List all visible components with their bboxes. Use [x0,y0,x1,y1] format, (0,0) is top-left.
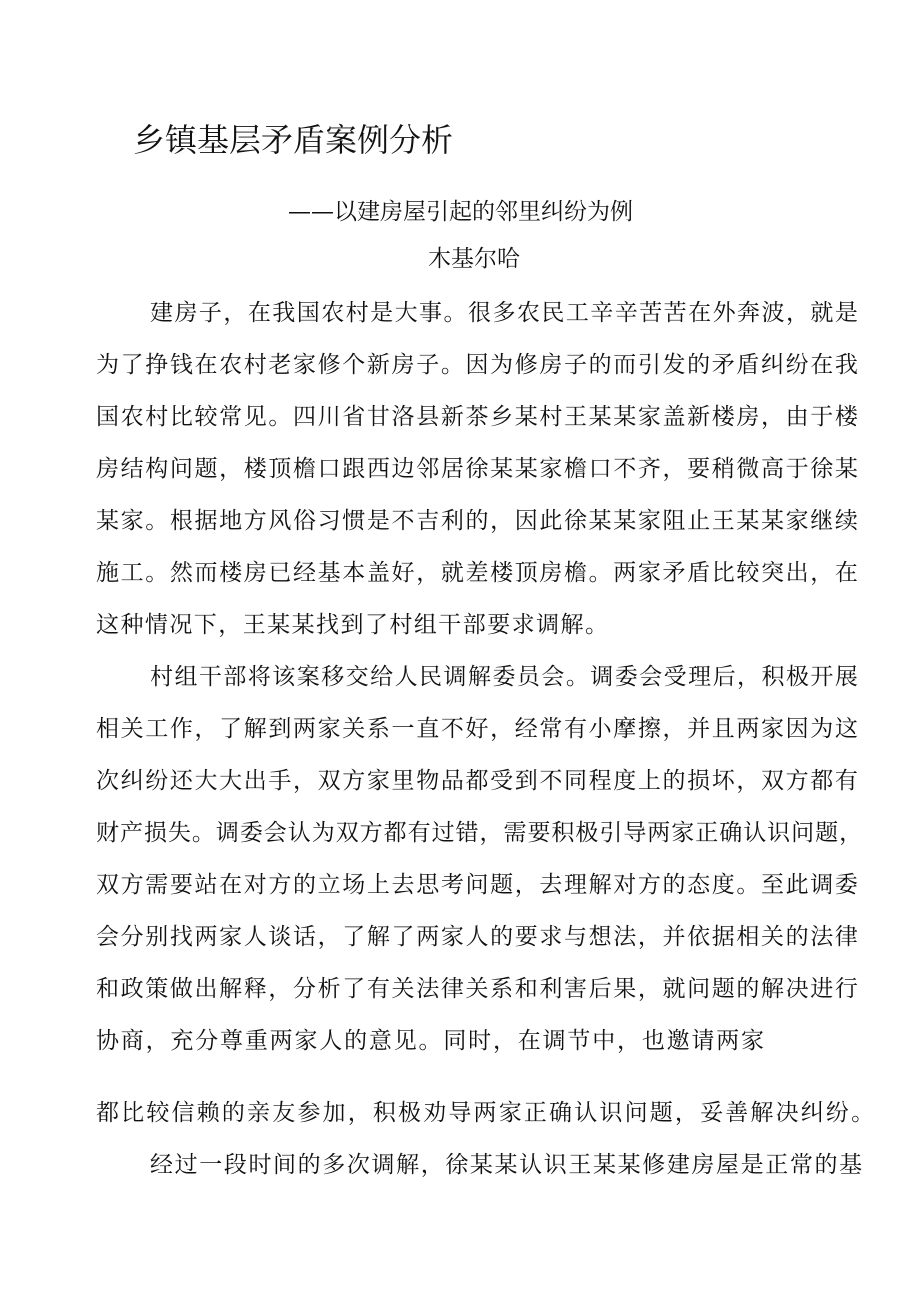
paragraph-2-line-2: 相关工作，了解到两家关系一直不好，经常有小摩擦，并且两家因为这 [96,716,860,742]
paragraph-2-line-6: 会分别找两家人谈话，了解了两家人的要求与想法，并依据相关的法律 [96,924,860,950]
paragraph-1-line-2: 为了挣钱在农村老家修个新房子。因为修房子的而引发的矛盾纠纷在我 [96,352,860,378]
paragraph-2-line-7: 和政策做出解释，分析了有关法律关系和利害后果，就问题的解决进行 [96,976,860,1002]
paragraph-3-line-1: 都比较信赖的亲友参加，积极劝导两家正确认识问题，妥善解决纠纷。 [96,1100,877,1126]
paragraph-2-line-3: 次纠纷还大大出手，双方家里物品都受到不同程度上的损坏，双方都有 [96,768,860,794]
document-title: 乡镇基层矛盾案例分析 [133,121,454,159]
paragraph-1-line-6: 施工。然而楼房已经基本盖好，就差楼顶房檐。两家矛盾比较突出，在 [96,560,860,586]
paragraph-1-line-5: 某家。根据地方风俗习惯是不吉利的，因此徐某某家阻止王某某家继续 [96,508,860,534]
paragraph-1-line-4: 房结构问题，楼顶檐口跟西边邻居徐某某家檐口不齐，要稍微高于徐某 [96,456,860,482]
paragraph-2-line-8: 协商，充分尊重两家人的意见。同时，在调节中，也邀请两家 [96,1028,766,1054]
paragraph-4-line-1: 经过一段时间的多次调解，徐某某认识王某某修建房屋是正常的基 [150,1152,864,1178]
paragraph-2-line-5: 双方需要站在对方的立场上去思考问题，去理解对方的态度。至此调委 [96,872,860,898]
paragraph-1-line-1: 建房子，在我国农村是大事。很多农民工辛辛苦苦在外奔波，就是 [150,300,860,326]
author-name: 木基尔哈 [428,246,520,272]
paragraph-1-line-3: 国农村比较常见。四川省甘洛县新茶乡某村王某某家盖新楼房，由于楼 [96,404,860,430]
paragraph-2-line-1: 村组干部将该案移交给人民调解委员会。调委会受理后，积极开展 [150,664,860,690]
paragraph-1-line-7: 这种情况下，王某某找到了村组干部要求调解。 [96,612,610,638]
paragraph-2-line-4: 财产损失。调委会认为双方都有过错，需要积极引导两家正确认识问题， [96,820,864,846]
document-subtitle: ——以建房屋引起的邻里纠纷为例 [288,199,633,225]
